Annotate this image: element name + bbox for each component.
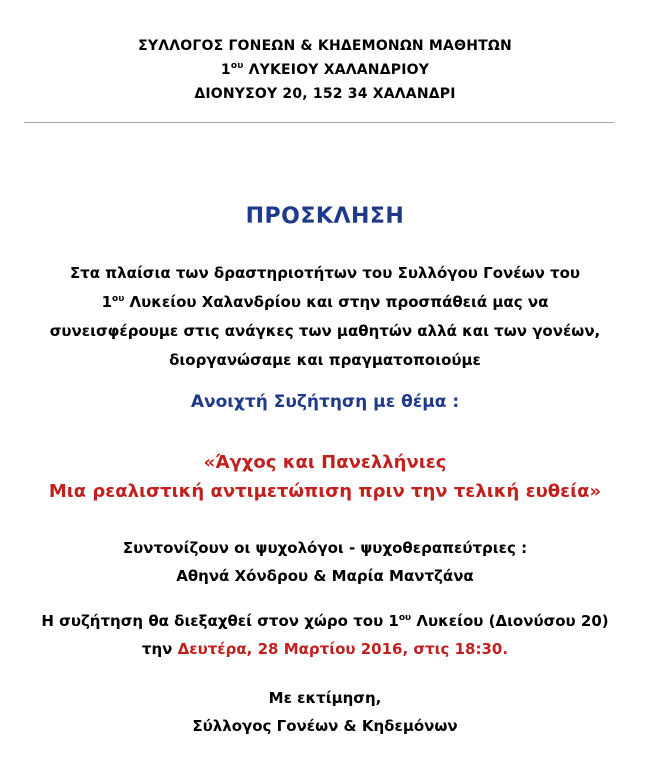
venue-line: Η συζήτηση θα διεξαχθεί στον χώρο του $1^{o\upsilon}$ Λυκείου (Διονύσου 20) bbox=[41, 612, 609, 630]
event-date: Δευτέρα, 28 Μαρτίου 2016, στις 18:30. bbox=[177, 640, 509, 658]
association-address: ΔΙΟΝΥΣΟΥ 20, 152 34 ΧΑΛΑΝΔΡΙ bbox=[194, 86, 456, 102]
discussion-topic bbox=[0, 448, 650, 506]
date-line: την Δευτέρα, 28 Μαρτίου 2016, στις 18:30. bbox=[141, 640, 509, 658]
intro-paragraph bbox=[0, 259, 650, 375]
closing-signature bbox=[0, 684, 650, 740]
discussion-lead: Ανοιχτή Συζήτηση με θέμα : bbox=[190, 392, 460, 412]
coordinators bbox=[0, 534, 650, 590]
document-title: ΠΡΟΣΚΛΗΣΗ bbox=[245, 204, 405, 229]
intro-line: συνεισφέρουμε στις ανάγκες των μαθητών αλλά και των γονέων, bbox=[49, 322, 601, 340]
topic-line: «Άγχος και Πανελλήνιες bbox=[203, 452, 447, 473]
letterhead bbox=[0, 34, 650, 106]
intro-line: διοργανώσαμε και πραγματοποιούμε bbox=[169, 351, 481, 369]
school-name: $1^{o\upsilon}$ ΛΥΚΕΙΟΥ ΧΑΛΑΝΔΡΙΟΥ bbox=[220, 61, 430, 78]
signatory: Σύλλογος Γονέων & Κηδεμόνων bbox=[192, 717, 458, 735]
header-divider bbox=[24, 122, 614, 123]
event-details bbox=[0, 607, 650, 663]
topic-line: Μια ρεαλιστική αντιμετώπιση πριν την τελική ευθεία» bbox=[48, 481, 602, 502]
coordinators-label: Συντονίζουν οι ψυχολόγοι - ψυχοθεραπεύτριες : bbox=[122, 539, 528, 557]
intro-line: Στα πλαίσια των δραστηριοτήτων του Συλλόγου Γονέων του bbox=[69, 264, 581, 282]
coordinators-names: Αθηνά Χόνδρου & Μαρία Μαντζάνα bbox=[176, 567, 474, 585]
intro-line: $1^{o\upsilon}$ Λυκείου Χαλανδρίου και στην προσπάθειά μας να bbox=[101, 293, 549, 311]
association-name: ΣΥΛΛΟΓΟΣ ΓΟΝΕΩΝ & ΚΗΔΕΜΟΝΩΝ ΜΑΘΗΤΩΝ bbox=[138, 38, 512, 54]
closing-salutation: Με εκτίμηση, bbox=[268, 689, 382, 707]
